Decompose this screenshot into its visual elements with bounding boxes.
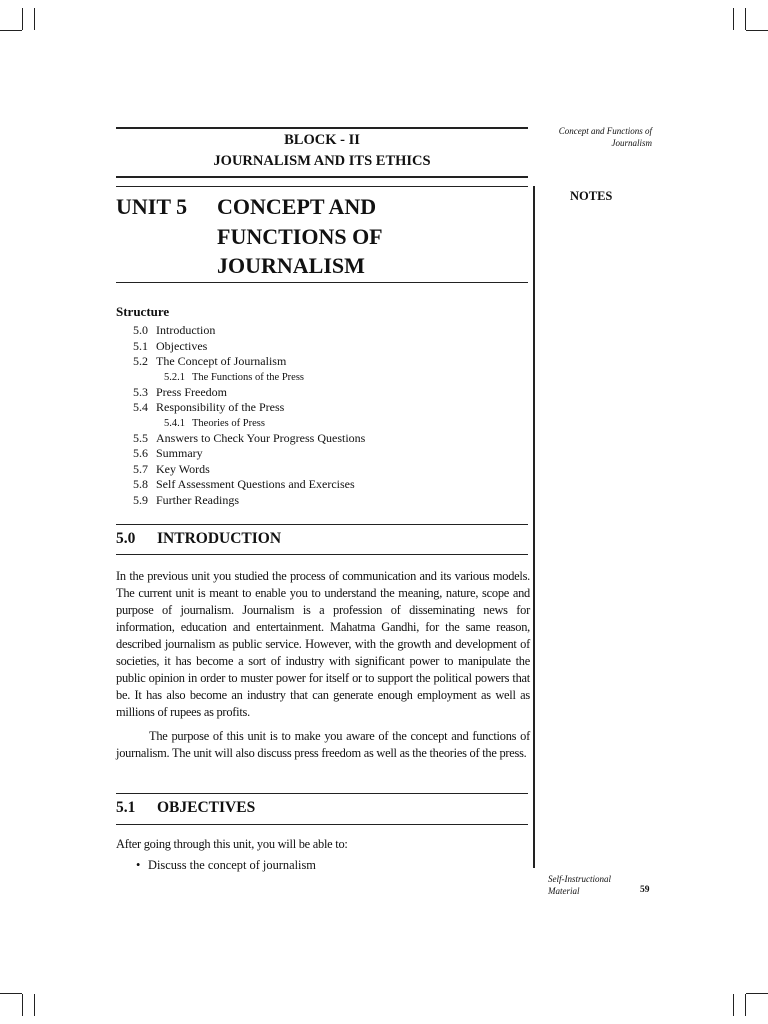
toc-item[interactable]: [133, 431, 365, 447]
page-number: 59: [640, 885, 650, 895]
crop-mark: [22, 994, 23, 1016]
crop-mark: [34, 994, 35, 1016]
toc-label: Objectives: [156, 338, 208, 353]
toc-label: Theories of Press: [192, 417, 265, 429]
intro-bottom-rule: [116, 554, 528, 555]
section-number: 5.0: [116, 530, 136, 547]
objectives-lead: After going through this unit, you will be able to:: [116, 837, 348, 851]
toc-item[interactable]: [133, 493, 365, 509]
toc-number: 5.4: [133, 400, 148, 414]
block-bottom-rule: [116, 176, 528, 178]
toc-item[interactable]: [133, 323, 365, 339]
crop-mark: [745, 8, 746, 30]
toc-number: 5.9: [133, 492, 148, 507]
toc-label: Responsibility of the Press: [156, 400, 285, 414]
crop-mark: [22, 8, 23, 30]
intro-heading: [116, 530, 281, 548]
crop-mark: [34, 8, 35, 30]
toc-number: 5.8: [133, 477, 148, 491]
crop-mark: [746, 30, 768, 31]
toc-number: 5.5: [133, 430, 148, 445]
running-head: Concept and Functions of Journalism: [558, 126, 652, 148]
section-title: OBJECTIVES: [157, 799, 256, 816]
toc-item[interactable]: [133, 462, 365, 478]
toc-label: The Concept of Journalism: [156, 354, 287, 368]
crop-mark: [745, 994, 746, 1016]
unit-title-line: FUNCTIONS OF: [217, 223, 383, 249]
toc-label: The Functions of the Press: [192, 371, 304, 383]
toc-number: 5.4.1: [164, 417, 185, 429]
objective-bullet: [136, 858, 316, 873]
toc-number: 5.6: [133, 446, 148, 460]
toc-label: Self Assessment Questions and Exercises: [156, 477, 355, 491]
toc-number: 5.7: [133, 461, 148, 476]
objective-text: Discuss the concept of journalism: [148, 858, 316, 872]
toc-item[interactable]: [133, 339, 365, 355]
toc-subitem[interactable]: [133, 416, 365, 431]
toc-item[interactable]: [133, 400, 365, 416]
intro-paragraph: The purpose of this unit is to make you aware of the concept and functions of journalism. The unit will also discuss press freedom as well as the theories of the press.: [116, 729, 530, 760]
unit-title-line: CONCEPT AND: [217, 194, 377, 219]
crop-mark: [0, 30, 22, 31]
toc-number: 5.2.1: [164, 371, 185, 383]
toc-label: Further Readings: [156, 492, 239, 507]
intro-top-rule: [116, 524, 528, 525]
notes-label: NOTES: [570, 189, 613, 203]
objectives-heading: [116, 799, 255, 817]
toc-label: Press Freedom: [156, 384, 227, 399]
crop-mark: [733, 8, 734, 30]
toc-item[interactable]: [133, 385, 365, 401]
objectives-top-rule: [116, 793, 528, 794]
unit-number: UNIT 5: [116, 194, 188, 219]
toc-number: 5.3: [133, 384, 148, 399]
toc-number: 5.0: [133, 323, 148, 337]
block-label: BLOCK - II: [284, 132, 360, 148]
toc-label: Introduction: [156, 323, 216, 337]
toc-number: 5.1: [133, 338, 148, 353]
toc-item[interactable]: [133, 477, 365, 493]
toc-label: Answers to Check Your Progress Questions: [156, 430, 366, 445]
structure-heading: Structure: [116, 304, 170, 319]
toc-label: Summary: [156, 446, 203, 460]
toc-item[interactable]: [133, 354, 365, 370]
crop-mark: [746, 993, 768, 994]
unit-top-rule: [116, 186, 528, 187]
unit-title-line: JOURNALISM: [217, 253, 365, 278]
toc-subitem[interactable]: [133, 370, 365, 385]
toc-label: Key Words: [156, 461, 210, 476]
toc-item[interactable]: [133, 446, 365, 462]
bullet-icon: •: [136, 858, 141, 872]
structure-list: [133, 323, 365, 508]
crop-mark: [733, 994, 734, 1016]
margin-divider: [533, 186, 535, 868]
objectives-bottom-rule: [116, 824, 528, 825]
crop-mark: [0, 993, 22, 994]
block-title: JOURNALISM AND ITS ETHICS: [213, 153, 431, 169]
unit-title: [217, 192, 517, 281]
intro-paragraph: In the previous unit you studied the process of communication and its various models. The current unit is meant to enable you to understand the meaning, nature, scope and purpose of journalism. Journalism is a profession of disseminating news for information, education and entertainment. Mahatma Gandhi, for the same reason, described journalism as public service. However, with the growth and development of societies, it has become a sort of industry with significant power to manipulate the public opinion in order to muster power for itself or to support the political powers that be. It has also become an industry that can generate enough employment as well as millions of rupees as profits.: [116, 569, 530, 719]
section-number: 5.1: [116, 799, 136, 816]
toc-number: 5.2: [133, 354, 148, 368]
section-title: INTRODUCTION: [157, 530, 282, 547]
block-top-rule: [116, 127, 528, 129]
footer-label: Self-Instructional Material: [548, 874, 611, 896]
unit-bottom-rule: [116, 282, 528, 283]
